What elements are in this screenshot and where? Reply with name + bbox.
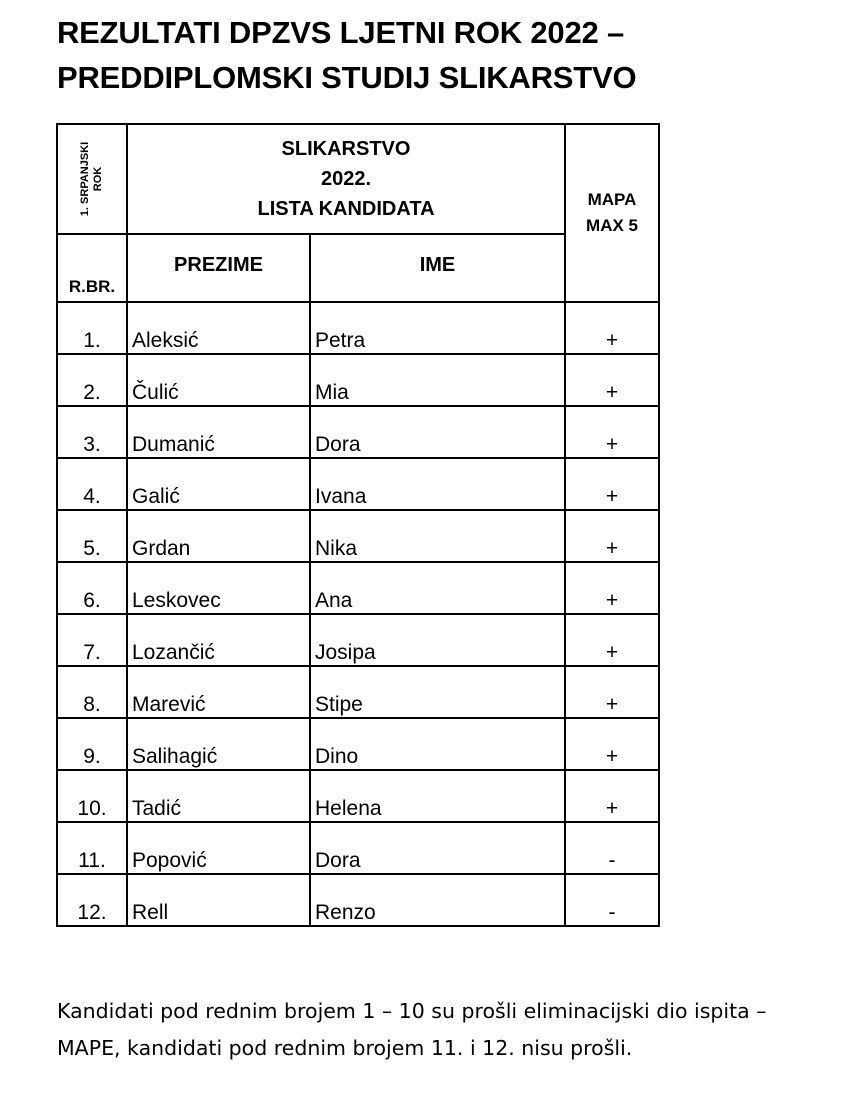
row-first-name: Ivana (310, 458, 565, 510)
row-surname: Popović (127, 822, 310, 874)
mapa-head-line-1: MAPA (587, 190, 637, 209)
row-number: 9. (57, 718, 127, 770)
table-row (57, 510, 659, 562)
column-header-prezime: PREZIME (127, 234, 310, 302)
column-header-rbr: R.BR. (57, 234, 127, 302)
title-line-2: PREDDIPLOMSKI STUDIJ SLIKARSTVO (57, 60, 637, 95)
row-first-name: Nika (310, 510, 565, 562)
note-line-1: Kandidati pod rednim brojem 1 – 10 su prošli eliminacijski dio ispita – (57, 999, 767, 1023)
table-row (57, 406, 659, 458)
row-first-name: Dora (310, 822, 565, 874)
table-row (57, 458, 659, 510)
row-portfolio-result: + (565, 614, 659, 666)
title-line-1: REZULTATI DPZVS LJETNI ROK 2022 – (57, 15, 624, 50)
table-row (57, 354, 659, 406)
row-number: 12. (57, 874, 127, 926)
row-number: 2. (57, 354, 127, 406)
table-row (57, 718, 659, 770)
row-portfolio-result: + (565, 718, 659, 770)
column-header-ime: IME (310, 234, 565, 302)
exam-term-label (79, 142, 105, 216)
row-surname: Dumanić (127, 406, 310, 458)
row-portfolio-result: + (565, 562, 659, 614)
row-portfolio-result: + (565, 510, 659, 562)
mapa-head-line-2: MAX 5 (586, 216, 638, 235)
results-note (57, 993, 827, 1067)
row-first-name: Mia (310, 354, 565, 406)
row-surname: Galić (127, 458, 310, 510)
row-number: 3. (57, 406, 127, 458)
row-portfolio-result: + (565, 458, 659, 510)
list-head-line-2: 2022. (320, 168, 372, 190)
row-surname: Rell (127, 874, 310, 926)
row-first-name: Ana (310, 562, 565, 614)
note-line-2: MAPE, kandidati pod rednim brojem 11. i 12. nisu prošli. (57, 1036, 633, 1060)
row-first-name: Helena (310, 770, 565, 822)
row-portfolio-result: + (565, 770, 659, 822)
row-number: 4. (57, 458, 127, 510)
table-row (57, 822, 659, 874)
row-surname: Aleksić (127, 302, 310, 354)
exam-term-label-line-1: 1. SRPANJSKI (79, 141, 91, 217)
row-number: 11. (57, 822, 127, 874)
row-number: 8. (57, 666, 127, 718)
row-number: 1. (57, 302, 127, 354)
row-first-name: Stipe (310, 666, 565, 718)
row-surname: Salihagić (127, 718, 310, 770)
row-first-name: Dora (310, 406, 565, 458)
row-number: 10. (57, 770, 127, 822)
portfolio-score-header (565, 124, 659, 302)
table-row (57, 874, 659, 926)
row-portfolio-result: - (565, 822, 659, 874)
row-first-name: Renzo (310, 874, 565, 926)
row-number: 7. (57, 614, 127, 666)
list-head-line-3: LISTA KANDIDATA (257, 198, 435, 220)
row-portfolio-result: + (565, 354, 659, 406)
row-surname: Marević (127, 666, 310, 718)
exam-term-cell (57, 124, 127, 234)
row-portfolio-result: + (565, 406, 659, 458)
exam-term-label-line-2: ROK (92, 166, 104, 192)
row-number: 5. (57, 510, 127, 562)
table-row (57, 666, 659, 718)
table-row (57, 770, 659, 822)
row-portfolio-result: + (565, 666, 659, 718)
table-row (57, 562, 659, 614)
row-surname: Leskovec (127, 562, 310, 614)
row-first-name: Josipa (310, 614, 565, 666)
candidate-list-header (127, 124, 565, 234)
row-first-name: Petra (310, 302, 565, 354)
row-first-name: Dino (310, 718, 565, 770)
row-surname: Tadić (127, 770, 310, 822)
row-portfolio-result: + (565, 302, 659, 354)
row-surname: Grdan (127, 510, 310, 562)
row-surname: Čulić (127, 354, 310, 406)
list-head-line-1: SLIKARSTVO (281, 138, 411, 160)
header-row-top (57, 124, 659, 234)
table-row (57, 302, 659, 354)
row-portfolio-result: - (565, 874, 659, 926)
row-number: 6. (57, 562, 127, 614)
table-row (57, 614, 659, 666)
document-title (57, 10, 837, 100)
results-table (56, 123, 660, 927)
row-surname: Lozančić (127, 614, 310, 666)
